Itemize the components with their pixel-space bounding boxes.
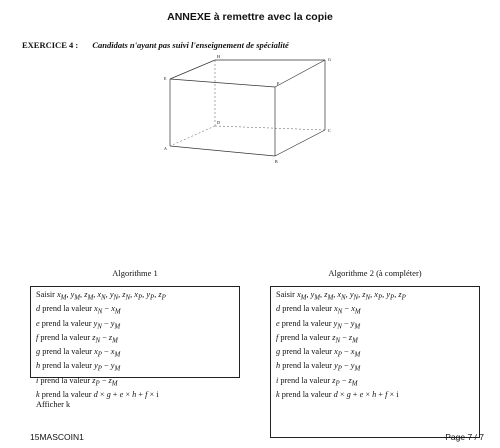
cube-hidden-edge-da: [170, 126, 215, 146]
algorithm2-line: k prend la valeur d × g + e × h + f × i: [276, 389, 399, 399]
algorithm1-line: Saisir $x_M$, $y_M$, $z_M$, $x_N$, $y_N$, $z_N$, $x_P$, $y_P$, $z_P$: [36, 290, 166, 302]
footer-page-number: Page 7 / 7: [445, 432, 484, 442]
cube-top-back-edges: [170, 60, 325, 87]
algorithm2-line: d prend la valeur $x_N - x_M$: [276, 304, 361, 316]
algorithm1-line: i prend la valeur $z_P - z_M$: [36, 375, 118, 388]
algorithm1-title: Algorithme 1: [112, 268, 158, 278]
algorithm2-line: Saisir $x_M$, $y_M$, $z_M$, $x_N$, $y_N$, $z_N$, $x_P$, $y_P$, $z_P$: [276, 290, 406, 302]
algorithm1-line: k prend la valeur d × g + e × h + f × i: [36, 389, 159, 399]
cube-figure: [150, 52, 350, 172]
cube-edge-ab: [170, 146, 275, 156]
algorithm2-title: Algorithme 2 (à compléter): [328, 268, 422, 278]
vertex-label-c: C: [328, 128, 331, 133]
algorithm2-line: e prend la valeur $y_N - y_M$: [276, 318, 361, 331]
algorithm1-lines: [36, 290, 234, 411]
algorithm1-line: Afficher k: [36, 400, 71, 410]
algorithm2-line: f prend la valeur $z_N - z_M$: [276, 332, 358, 345]
algorithm1-box: [30, 286, 240, 410]
algorithm1-line: e prend la valeur $y_N - y_M$: [36, 318, 121, 331]
vertex-label-e: E: [164, 76, 167, 81]
exercise-description: Candidats n'ayant pas suivi l'enseignement de spécialité: [92, 40, 289, 50]
vertex-label-a: A: [164, 146, 167, 151]
algorithm2-lines: [276, 290, 474, 400]
vertex-label-b: B: [275, 159, 278, 164]
vertex-label-f: F: [277, 81, 280, 86]
exercise-label: EXERCICE 4 :: [22, 40, 79, 50]
algorithm1-line: h prend la valeur $y_P - y_M$: [36, 361, 121, 373]
page-title: ANNEXE à remettre avec la copie: [167, 11, 333, 23]
algorithm1-line: g prend la valeur $x_P - x_M$: [36, 347, 121, 359]
vertex-label-d: D: [217, 120, 220, 125]
cube-edge-bc: [275, 130, 325, 156]
algorithm2-box[interactable]: [270, 286, 480, 438]
algorithm2-line: i prend la valeur $z_P - z_M$: [276, 375, 358, 388]
vertex-label-g: G: [328, 57, 331, 62]
footer-code: 15MASCOIN1: [30, 432, 84, 442]
vertex-label-h: H: [217, 54, 220, 59]
algorithm2-line: g prend la valeur $x_P - x_M$: [276, 347, 361, 359]
exercise-heading: [22, 40, 289, 50]
algorithm2-line: h prend la valeur $y_P - y_M$: [276, 361, 361, 373]
cube-edge-ef: [170, 79, 275, 87]
algorithm1-line: f prend la valeur $z_N - z_M$: [36, 332, 118, 345]
cube-hidden-edge-dc: [215, 126, 325, 130]
algorithm1-line: d prend la valeur $x_N - x_M$: [36, 304, 121, 316]
